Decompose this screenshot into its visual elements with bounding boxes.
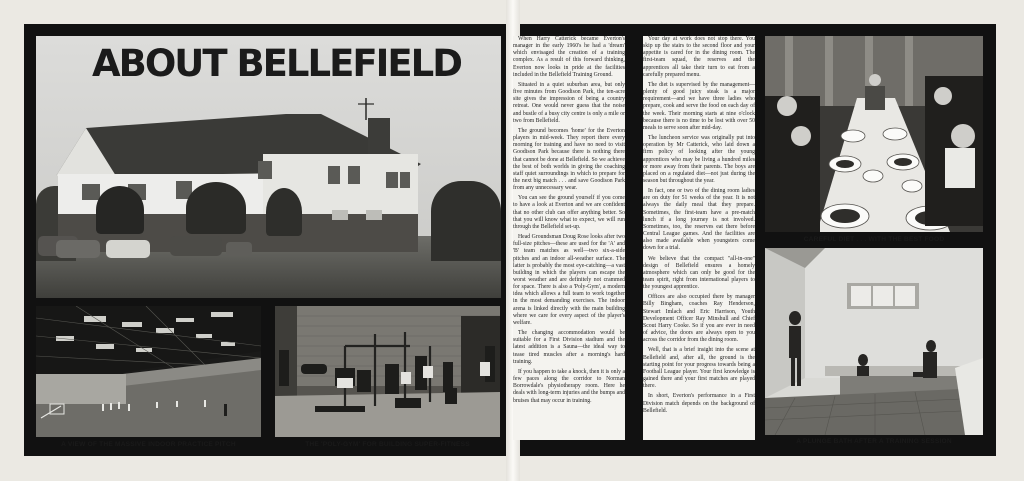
paragraph: You can see the ground yourself if you come to have a look at Everton and we are confident that no other club can offer anything better. So that you will know what to expect, we will run through the Bellefield set-up. <box>513 195 625 230</box>
paragraph: In short, Everton's performance in a First Division match depends on the background of Bellefield. <box>643 393 755 414</box>
caption-gym: THE 'POLY-GYM' FOR BUILDING SUPER-FITNESS <box>305 441 470 448</box>
paragraph: Offices are also occupied there by manager Billy Bingham, coaches Ray Henderson, Stewart Imlach and Eric Harrison, Youth Development Officer Ray Minshull and Chief Scout Harry Cooke. So if you are ever in need of advice, the doors are always open to you across the corridor from the dining room. <box>643 294 755 344</box>
caption-bath: A PLUNGE BATH AFTER A TRAINING SESSION <box>796 438 952 445</box>
building-photo <box>36 36 501 298</box>
paragraph: The diet is supervised by the management—plenty of good juicy steak is a major requirement—and we have three ladies who prepare, cook and serve the food on each day of the week. Their morning starts at nine o'clock because there is no time to be lost with over 50 meals to serve soon after mid-day. <box>643 81 755 131</box>
paragraph: The luncheon service was originally put into operation by Mr Catterick, who laid down a firm policy of looking after the young apprentices who may be living a hundred miles or more away from their parents. The boys are placed on a regulated diet—not just during the season but throughout the year. <box>643 135 755 184</box>
paragraph: Your day at work does not stop there. You skip up the stairs to the second floor and your appetite is cared for in the dining room. The first-team squad, the reserves and the apprentices all take their turn to eat from a carefully prepared menu. <box>643 36 755 78</box>
paragraph: The changing accommodation would be suitable for a First Division stadium and the latest addition is a Sauna—the ideal way to tease tired muscles after a morning's hard training. <box>513 330 625 365</box>
paragraph: If you happen to take a knock, then it is only a few paces along the corridor to Norman Borrowdale's physiotherapy room. Here he deals with long-term injuries and the bumps and bruises that may occur in training. <box>513 368 625 404</box>
article-column-1 <box>513 36 625 440</box>
caption-pitch: A VIEW OF THE MASSIVE INDOOR PRACTICE PITCH <box>61 441 236 448</box>
paragraph: When Harry Catterick became Everton's manager in the early 1960's he had a 'dream' which envisaged the creation of a training complex. As a result of this forward thinking, Everton now looks in pride at the facilities included in the Bellefield Training Ground. <box>513 36 625 78</box>
paragraph: Well, that is a brief insight into the scene at Bellefield and, after all, the ground is the starting point for your progress towards being a Football League player. Your first knowledge is gained there and your first matches are played there. <box>643 347 755 390</box>
page-title: ABOUT BELLEFIELD <box>92 42 461 85</box>
paragraph: Head Groundsman Doug Rose looks after two full-size pitches—these are used for the 'A' and 'B' team matches as well—two six-a-side pitches and an indoor all-weather surface. The latter is probably the most eye-catching—a vast building in which the players can escape the worst weather and are definitely not crammed for space. There is also a 'Poly-Gym', a modern idea which allows a full team to work together in the most demanding exercises. The indoor arena is linked directly with the main building where we care for every aspect of the player's welfare. <box>513 234 625 326</box>
dining-photo <box>765 36 983 232</box>
article-column-2 <box>643 36 755 440</box>
plunge-bath-photo <box>765 248 983 435</box>
indoor-pitch-photo <box>36 306 261 437</box>
poly-gym-photo <box>275 306 500 437</box>
caption-food: CAREFUL DIET . . . WITH THE BEST FOOD <box>803 236 945 243</box>
paragraph: We believe that the compact "all-in-one" design of Bellefield ensures a homely atmosphere which can only be good for the team spirit, right from international players to the youngest apprentice. <box>643 255 755 291</box>
paragraph: Situated in a quiet suburban area, but only five minutes from Goodison Park, the ten-acre site gives the impression of being a country retreat. One would never guess that the noise and bustle of a busy city centre is only a mile or two from Bellefield. <box>513 81 625 124</box>
paragraph: The ground becomes 'home' for the Everton players in mid-week. They report there every morning for training and have no need to visit Goodison Park because there is nothing there that cannot be done at Bellefield. So we achieve the best of both worlds in giving the coaching staff quiet surroundings in which to prepare for the next big match . . . and save Goodison Park from any unnecessary wear. <box>513 127 625 192</box>
paragraph: In fact, one or two of the dining room ladies are on duty for 51 weeks of the year. It is not always the daily meal that they prepare. Sometimes, the first-team have a pre-match lunch if a long journey is not involved. Sometimes, too, the reserves eat there before Central League games. And the facilities are also made available when youngsters come down for a trial. <box>643 188 755 252</box>
